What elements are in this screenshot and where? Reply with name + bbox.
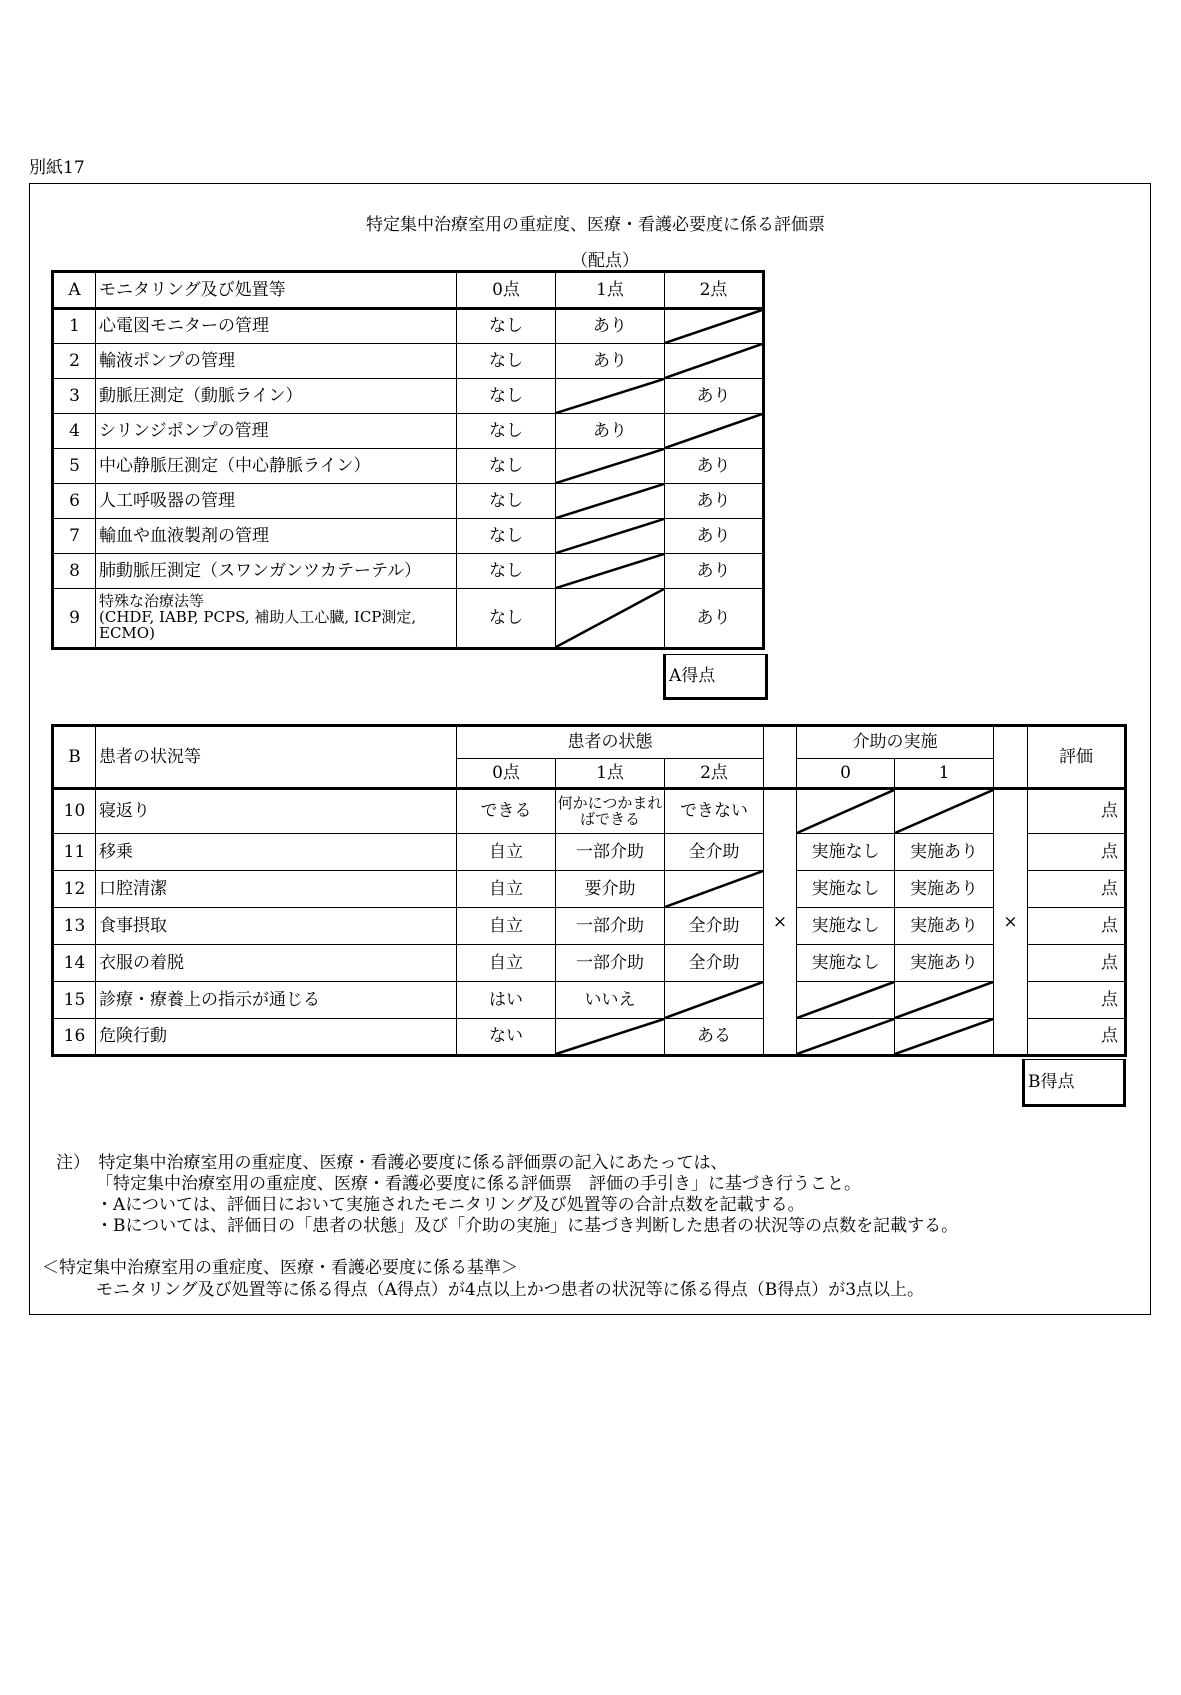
table-b-row bbox=[53, 1019, 1126, 1056]
table-a-row bbox=[53, 414, 764, 449]
slash-mark bbox=[895, 1019, 993, 1054]
table-b-row bbox=[53, 789, 1126, 834]
b-row-p2: できない bbox=[665, 789, 764, 834]
b-row-a1: 実施あり bbox=[895, 871, 994, 908]
b-row-a1 bbox=[895, 789, 994, 834]
a-row-item bbox=[96, 484, 457, 519]
slash-mark bbox=[556, 589, 664, 647]
b-row-no: 16 bbox=[53, 1019, 96, 1056]
table-b bbox=[51, 724, 1127, 1057]
b-header-assist: 介助の実施 bbox=[797, 726, 994, 759]
a-row-no: 7 bbox=[53, 519, 96, 554]
a-row-no: 4 bbox=[53, 414, 96, 449]
b-row-p2 bbox=[665, 982, 764, 1019]
slash-mark bbox=[797, 1019, 894, 1054]
b-row-item: 危険行動 bbox=[96, 1019, 457, 1056]
table-a-row bbox=[53, 344, 764, 379]
a-row-p2: あり bbox=[665, 519, 764, 554]
b-row-item: 口腔清潔 bbox=[96, 871, 457, 908]
a-row-p2: あり bbox=[665, 484, 764, 519]
a-row-p2: あり bbox=[665, 379, 764, 414]
a-row-p1 bbox=[556, 554, 665, 589]
b-row-p2: 全介助 bbox=[665, 834, 764, 871]
b-row-p0: できる bbox=[457, 789, 556, 834]
a-row-p1 bbox=[556, 484, 665, 519]
a-row-item-line: 人工呼吸器の管理 bbox=[99, 490, 235, 511]
table-b-row bbox=[53, 908, 1126, 945]
table-a-row bbox=[53, 449, 764, 484]
a-row-item bbox=[96, 379, 457, 414]
b-row-a0: 実施なし bbox=[797, 871, 895, 908]
b-row-no: 12 bbox=[53, 871, 96, 908]
b-row-no: 11 bbox=[53, 834, 96, 871]
a-header-p2: 2点 bbox=[665, 272, 764, 309]
b-row-item: 食事摂取 bbox=[96, 908, 457, 945]
b-row-p0: 自立 bbox=[457, 834, 556, 871]
b-row-a0 bbox=[797, 789, 895, 834]
a-header-item: モニタリング及び処置等 bbox=[96, 272, 457, 309]
a-row-p2: あり bbox=[665, 589, 764, 649]
slash-mark bbox=[556, 449, 664, 483]
b-row-no: 15 bbox=[53, 982, 96, 1019]
b-row-item: 移乗 bbox=[96, 834, 457, 871]
slash-mark bbox=[665, 310, 762, 343]
points-label: （配点） bbox=[571, 251, 639, 271]
b-header-gap-1 bbox=[764, 726, 797, 789]
a-row-item bbox=[96, 309, 457, 344]
slash-mark bbox=[797, 790, 894, 833]
b-row-a1 bbox=[895, 982, 994, 1019]
table-a-row bbox=[53, 309, 764, 344]
b-header-p0: 0点 bbox=[457, 759, 556, 789]
b-row-p2: 全介助 bbox=[665, 908, 764, 945]
a-row-p0: なし bbox=[457, 449, 556, 484]
slash-mark bbox=[895, 982, 993, 1018]
b-row-a1: 実施あり bbox=[895, 834, 994, 871]
a-row-p0: なし bbox=[457, 484, 556, 519]
table-b-row bbox=[53, 945, 1126, 982]
b-row-p1: いいえ bbox=[556, 982, 665, 1019]
a-score-label: A得点 bbox=[665, 655, 767, 699]
a-row-p0: なし bbox=[457, 379, 556, 414]
b-row-a1: 実施あり bbox=[895, 908, 994, 945]
document-title bbox=[0, 210, 1181, 235]
a-score-box bbox=[663, 654, 768, 700]
note-line-1: 注） 特定集中治療室用の重症度、医療・看護必要度に係る評価票の記入にあたっては、 bbox=[56, 1153, 728, 1173]
title-text: 特定集中治療室用の重症度、医療・看護必要度に係る評価票 bbox=[366, 215, 825, 235]
a-row-p0: なし bbox=[457, 519, 556, 554]
a-row-no: 8 bbox=[53, 554, 96, 589]
b-row-no: 13 bbox=[53, 908, 96, 945]
a-row-p2: あり bbox=[665, 554, 764, 589]
a-row-p2 bbox=[665, 414, 764, 449]
b-row-eval: 点 bbox=[1028, 945, 1126, 982]
criteria-heading: ＜特定集中治療室用の重症度、医療・看護必要度に係る基準＞ bbox=[42, 1258, 518, 1278]
b-row-p1: 要介助 bbox=[556, 871, 665, 908]
a-row-no: 1 bbox=[53, 309, 96, 344]
b-row-p1: 何かにつかまればできる bbox=[556, 789, 665, 834]
a-row-p1: あり bbox=[556, 414, 665, 449]
b-row-no: 14 bbox=[53, 945, 96, 982]
table-a bbox=[51, 270, 765, 650]
multiply-sign-1: × bbox=[764, 789, 797, 1056]
slash-mark bbox=[665, 414, 762, 448]
a-row-item-line: (CHDF, IABP, PCPS, 補助人工心臓, ICP測定, ECMO) bbox=[99, 608, 417, 642]
b-row-p0: ない bbox=[457, 1019, 556, 1056]
a-row-item-line: 動脈圧測定（動脈ライン） bbox=[99, 385, 303, 406]
b-row-eval: 点 bbox=[1028, 789, 1126, 834]
b-row-eval: 点 bbox=[1028, 834, 1126, 871]
a-row-item-line: 心電図モニターの管理 bbox=[99, 316, 269, 337]
a-row-p0: なし bbox=[457, 554, 556, 589]
a-row-p2: あり bbox=[665, 449, 764, 484]
table-a-row bbox=[53, 589, 764, 649]
b-row-p1 bbox=[556, 1019, 665, 1056]
a-row-item-line: 輸液ポンプの管理 bbox=[99, 350, 235, 371]
b-row-p0: 自立 bbox=[457, 945, 556, 982]
b-header-code: B bbox=[53, 726, 96, 789]
multiply-sign-2: × bbox=[994, 789, 1028, 1056]
a-row-p1 bbox=[556, 379, 665, 414]
a-row-item-line: 肺動脈圧測定（スワンガンツカテーテル） bbox=[99, 560, 422, 581]
b-header-eval: 評価 bbox=[1028, 726, 1126, 789]
notes bbox=[56, 1153, 958, 1237]
b-row-item: 診療・療養上の指示が通じる bbox=[96, 982, 457, 1019]
criteria-text: モニタリング及び処置等に係る得点（A得点）が4点以上かつ患者の状況等に係る得点（B得点）が3点以上。 bbox=[96, 1280, 925, 1300]
a-row-no: 6 bbox=[53, 484, 96, 519]
b-row-p0: 自立 bbox=[457, 871, 556, 908]
note-line-2: 「特定集中治療室用の重症度、医療・看護必要度に係る評価票 評価の手引き」に基づき行うこと。 bbox=[96, 1174, 861, 1194]
slash-mark bbox=[797, 982, 894, 1018]
slash-mark bbox=[665, 982, 763, 1018]
a-header-p0: 0点 bbox=[457, 272, 556, 309]
b-header-gap-2 bbox=[994, 726, 1028, 789]
b-score-box bbox=[1022, 1059, 1126, 1107]
b-row-p1: 一部介助 bbox=[556, 908, 665, 945]
table-a-row bbox=[53, 554, 764, 589]
a-row-item bbox=[96, 589, 457, 649]
a-row-p0: なし bbox=[457, 309, 556, 344]
a-row-p1 bbox=[556, 519, 665, 554]
a-row-p2 bbox=[665, 344, 764, 379]
b-row-p0: はい bbox=[457, 982, 556, 1019]
slash-mark bbox=[556, 519, 664, 553]
slash-mark bbox=[556, 379, 664, 413]
b-header-a1: 1 bbox=[895, 759, 994, 789]
b-row-no: 10 bbox=[53, 789, 96, 834]
b-header-p1: 1点 bbox=[556, 759, 665, 789]
b-row-a0: 実施なし bbox=[797, 945, 895, 982]
b-row-item: 寝返り bbox=[96, 789, 457, 834]
sheet-label: 別紙17 bbox=[29, 158, 85, 178]
b-row-eval: 点 bbox=[1028, 871, 1126, 908]
table-a-row bbox=[53, 379, 764, 414]
a-row-p2 bbox=[665, 309, 764, 344]
table-a-header bbox=[53, 272, 764, 309]
a-row-p0: なし bbox=[457, 589, 556, 649]
b-row-p2 bbox=[665, 871, 764, 908]
b-row-p0: 自立 bbox=[457, 908, 556, 945]
b-row-p1: 一部介助 bbox=[556, 945, 665, 982]
slash-mark bbox=[665, 871, 763, 907]
a-row-item-line: 中心静脈圧測定（中心静脈ライン） bbox=[99, 455, 371, 476]
slash-mark bbox=[895, 790, 993, 833]
a-row-no: 3 bbox=[53, 379, 96, 414]
b-row-eval: 点 bbox=[1028, 908, 1126, 945]
b-header-p2: 2点 bbox=[665, 759, 764, 789]
table-b-row bbox=[53, 982, 1126, 1019]
table-a-row bbox=[53, 484, 764, 519]
table-b-header-1 bbox=[53, 726, 1126, 759]
a-row-item bbox=[96, 449, 457, 484]
a-row-no: 9 bbox=[53, 589, 96, 649]
a-row-p0: なし bbox=[457, 414, 556, 449]
slash-mark bbox=[556, 1019, 664, 1054]
slash-mark bbox=[556, 554, 664, 588]
note-line-4: ・Bについては、評価日の「患者の状態」及び「介助の実施」に基づき判断した患者の状況等の点数を記載する。 bbox=[96, 1216, 959, 1236]
b-score-label: B得点 bbox=[1024, 1060, 1125, 1106]
b-row-a1 bbox=[895, 1019, 994, 1056]
slash-mark bbox=[665, 344, 762, 378]
a-header-code: A bbox=[53, 272, 96, 309]
a-row-no: 2 bbox=[53, 344, 96, 379]
b-row-p2: ある bbox=[665, 1019, 764, 1056]
b-row-p1: 一部介助 bbox=[556, 834, 665, 871]
b-row-a0: 実施なし bbox=[797, 834, 895, 871]
slash-mark bbox=[556, 484, 664, 518]
a-row-item bbox=[96, 519, 457, 554]
a-row-item-line: 特殊な治療法等 bbox=[99, 592, 205, 611]
a-row-item bbox=[96, 414, 457, 449]
b-header-a0: 0 bbox=[797, 759, 895, 789]
a-row-item-line: シリンジポンプの管理 bbox=[99, 420, 269, 441]
a-row-item bbox=[96, 554, 457, 589]
a-row-item-line: 輸血や血液製剤の管理 bbox=[99, 525, 269, 546]
a-header-p1: 1点 bbox=[556, 272, 665, 309]
b-row-a0 bbox=[797, 1019, 895, 1056]
b-row-item: 衣服の着脱 bbox=[96, 945, 457, 982]
table-b-row bbox=[53, 834, 1126, 871]
b-header-state: 患者の状態 bbox=[457, 726, 764, 759]
b-row-eval: 点 bbox=[1028, 1019, 1126, 1056]
table-b-row bbox=[53, 871, 1126, 908]
criteria bbox=[42, 1257, 924, 1301]
table-a-row bbox=[53, 519, 764, 554]
b-row-p2: 全介助 bbox=[665, 945, 764, 982]
note-line-3: ・Aについては、評価日において実施されたモニタリング及び処置等の合計点数を記載する。 bbox=[96, 1195, 805, 1215]
a-row-p0: なし bbox=[457, 344, 556, 379]
b-row-a0 bbox=[797, 982, 895, 1019]
a-row-no: 5 bbox=[53, 449, 96, 484]
b-row-eval: 点 bbox=[1028, 982, 1126, 1019]
b-header-item: 患者の状況等 bbox=[96, 726, 457, 789]
a-row-p1 bbox=[556, 589, 665, 649]
a-row-item bbox=[96, 344, 457, 379]
b-row-a0: 実施なし bbox=[797, 908, 895, 945]
a-row-p1: あり bbox=[556, 309, 665, 344]
b-row-a1: 実施あり bbox=[895, 945, 994, 982]
a-row-p1 bbox=[556, 449, 665, 484]
a-row-p1: あり bbox=[556, 344, 665, 379]
